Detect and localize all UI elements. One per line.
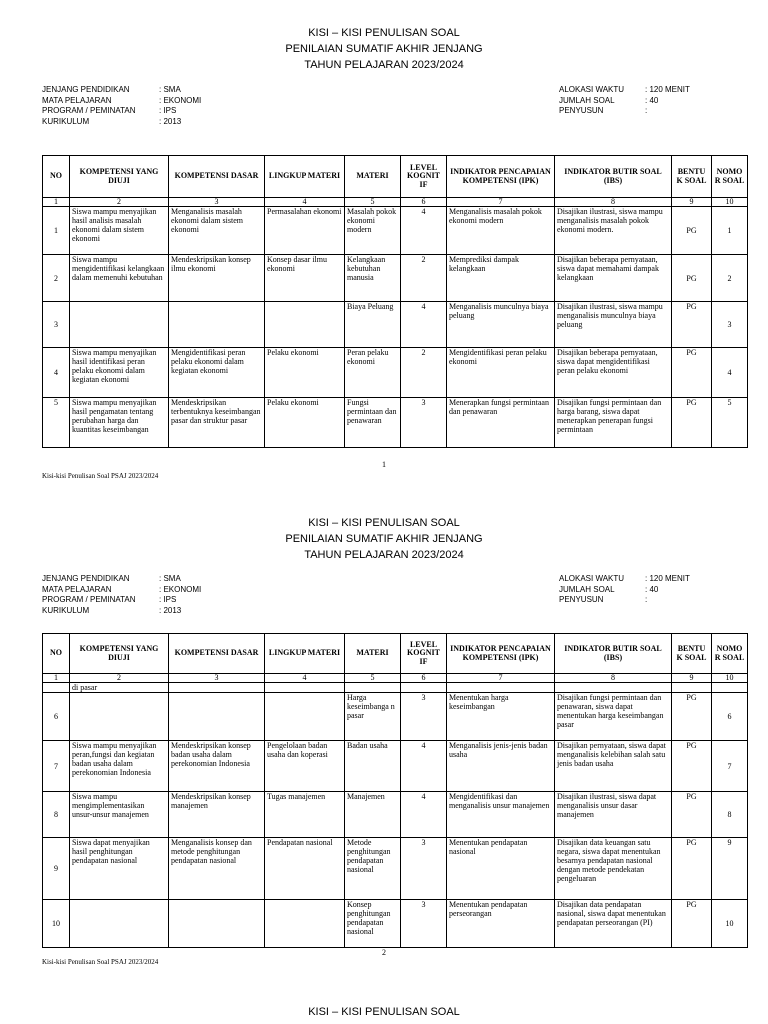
column-header: KOMPETENSI YANG DIUJI (70, 156, 169, 198)
column-number: 3 (169, 198, 265, 207)
meta-value: : 120 MENIT (645, 85, 690, 94)
column-header: INDIKATOR PENCAPAIAN KOMPETENSI (IPK) (447, 156, 555, 198)
column-number: 9 (672, 198, 712, 207)
column-header: LEVEL KOGNIT IF (401, 156, 447, 198)
column-number: 3 (169, 674, 265, 683)
cell-ipk: Menentukan pendapatan nasional (447, 838, 555, 900)
table-row (43, 741, 748, 792)
column-number: 6 (401, 674, 447, 683)
meta-right (559, 85, 690, 117)
column-header: NO (43, 634, 70, 674)
meta-key: KURIKULUM (42, 116, 90, 126)
meta-key: JENJANG PENDIDIKAN (42, 574, 130, 583)
cell-materi: Harga keseimbanga n pasar (345, 693, 401, 741)
meta-key: MATA PELAJARAN (42, 584, 112, 594)
document-subtitle: PENILAIAN SUMATIF AKHIR JENJANG (285, 43, 483, 55)
cell-lingkup: Konsep dasar ilmu ekonomi (265, 255, 345, 302)
meta-key: ALOKASI WAKTU (559, 574, 625, 583)
document-subtitle: PENILAIAN SUMATIF AKHIR JENJANG (285, 533, 483, 545)
column-number: 9 (672, 674, 712, 683)
cell-lingkup: Pelaku ekonomi (265, 348, 345, 398)
meta-key: KURIKULUM (42, 605, 90, 615)
cell-kd: Mendeskripsikan terbentuknya keseimbangan pasar dan struktur pasar (169, 398, 265, 448)
cell-materi: Kelangkaan kebutuhan manusia (345, 255, 401, 302)
cell-kompetensi (70, 900, 169, 948)
meta-value: : (645, 595, 648, 604)
column-number: 2 (70, 198, 169, 207)
cell-level: 4 (401, 792, 447, 838)
cell-lingkup (265, 693, 345, 741)
cell-kd (169, 900, 265, 948)
column-number: 8 (555, 198, 672, 207)
cell-kd: Mengidentifikasi peran pelaku ekonomi dalam kegiatan ekonomi (169, 348, 265, 398)
cell-nomor: 1 (712, 207, 748, 255)
document-page-3 (0, 1000, 768, 1024)
column-header: BENTU K SOAL (672, 156, 712, 198)
column-number: 7 (447, 198, 555, 207)
cell-ipk: Menganalisis munculnya biaya peluang (447, 302, 555, 348)
meta-key: PROGRAM / PEMINATAN (42, 106, 136, 115)
cell-lingkup (265, 900, 345, 948)
meta-value: : IPS (159, 595, 177, 604)
cell-nomor: 4 (712, 348, 748, 398)
cell-bentuk: PG (672, 207, 712, 255)
document-title: KISI – KISI PENULISAN SOAL (308, 1006, 460, 1018)
table-header-row (43, 634, 748, 674)
cell-materi: Metode penghitungan pendapatan nasional (345, 838, 401, 900)
cell-lingkup: Tugas manajemen (265, 792, 345, 838)
meta-value: : (645, 106, 648, 115)
cell-nomor: 10 (712, 900, 748, 948)
cell-materi: Masalah pokok ekonomi modern (345, 207, 401, 255)
cell-bentuk: PG (672, 741, 712, 792)
cell-materi: Biaya Peluang (345, 302, 401, 348)
cell-ipk: Memprediksi dampak kelangkaan (447, 255, 555, 302)
cell-bentuk: PG (672, 838, 712, 900)
cell-kompetensi: Siswa mampu mengimplementasikan unsur-unsur manajemen (70, 792, 169, 838)
cell-kompetensi (70, 693, 169, 741)
table-header-row (43, 156, 748, 198)
meta-key: ALOKASI WAKTU (559, 85, 625, 94)
cell-no: 5 (43, 398, 70, 448)
column-number-row (43, 198, 748, 207)
cell-level: 4 (401, 302, 447, 348)
cell-materi: Peran pelaku ekonomi (345, 348, 401, 398)
meta-key: JENJANG PENDIDIKAN (42, 85, 130, 94)
cell-level: 2 (401, 348, 447, 398)
cell-kd: Menganalisis masalah ekonomi dalam sistem ekonomi (169, 207, 265, 255)
column-header: NOMO R SOAL (712, 156, 748, 198)
cell-lingkup: Pengelolaan badan usaha dan koperasi (265, 741, 345, 792)
cell-materi: Badan usaha (345, 741, 401, 792)
document-year: TAHUN PELAJARAN 2023/2024 (304, 549, 464, 561)
meta-key: JUMLAH SOAL (559, 95, 615, 105)
cell-no: 4 (43, 348, 70, 398)
cell-level: 3 (401, 900, 447, 948)
cell-kompetensi: Siswa mampu mengidentifikasi kelangkaan dalam memenuhi kebutuhan (70, 255, 169, 302)
table-row (43, 255, 748, 302)
cell-bentuk (672, 683, 712, 693)
cell-kompetensi: Siswa mampu menyajikan hasil identifikasi peran pelaku ekonomi dalam kegiatan ekonomi (70, 348, 169, 398)
column-header: LEVEL KOGNIT IF (401, 634, 447, 674)
cell-level (401, 683, 447, 693)
cell-materi: Manajemen (345, 792, 401, 838)
meta-value: : 120 MENIT (645, 574, 690, 583)
cell-lingkup: Pelaku ekonomi (265, 398, 345, 448)
cell-ibs: Disajikan beberapa pernyataan, siswa dapat mengidentifikasi peran pelaku ekonomi (555, 348, 672, 398)
column-header: INDIKATOR PENCAPAIAN KOMPETENSI (IPK) (447, 634, 555, 674)
column-number: 5 (345, 198, 401, 207)
column-number: 4 (265, 674, 345, 683)
meta-value: : 2013 (159, 605, 182, 615)
cell-bentuk: PG (672, 693, 712, 741)
cell-level: 4 (401, 741, 447, 792)
meta-value: : SMA (159, 85, 181, 94)
cell-no: 3 (43, 302, 70, 348)
cell-bentuk: PG (672, 255, 712, 302)
table-row (43, 207, 748, 255)
column-number: 6 (401, 198, 447, 207)
cell-kompetensi: Siswa dapat menyajikan hasil penghitungan pendapatan nasional (70, 838, 169, 900)
meta-value: : 2013 (159, 116, 182, 126)
cell-nomor: 3 (712, 302, 748, 348)
cell-materi (345, 683, 401, 693)
cell-ibs: Disajikan ilustrasi, siswa dapat menganalisis unsur dasar manajemen (555, 792, 672, 838)
cell-ibs: Disajikan beberapa pernyataan, siswa dapat memahami dampak kelangkaan (555, 255, 672, 302)
cell-kompetensi: Siswa mampu menyajikan hasil pengamatan tentang perubahan harga dan kuantitas keseimbangan (70, 398, 169, 448)
column-header: NO (43, 156, 70, 198)
kisi-table (42, 633, 748, 948)
meta-key: PENYUSUN (559, 595, 604, 604)
table-row (43, 838, 748, 900)
cell-no: 6 (43, 693, 70, 741)
cell-ipk: Mengidentifikasi peran pelaku ekonomi (447, 348, 555, 398)
cell-ibs: Disajikan pernyataan, siswa dapat menganalisis kelebihan salah satu jenis badan usaha (555, 741, 672, 792)
cell-kd: Mendeskripsikan konsep badan usaha dalam perekonomian Indonesia (169, 741, 265, 792)
cell-bentuk: PG (672, 348, 712, 398)
document-page-2 (0, 500, 768, 1000)
cell-kd (169, 683, 265, 693)
column-header: MATERI (345, 156, 401, 198)
cell-kd (169, 693, 265, 741)
cell-no: 8 (43, 792, 70, 838)
page-footer: Kisi-kisi Penulisan Soal PSAJ 2023/2024 (42, 472, 159, 480)
meta-value: : 40 (645, 95, 659, 105)
cell-level: 4 (401, 207, 447, 255)
cell-ibs: Disajikan fungsi permintaan dan penawaran, siswa dapat menentukan harga keseimbangan pasar (555, 693, 672, 741)
cell-nomor: 7 (712, 741, 748, 792)
column-number: 1 (43, 674, 70, 683)
table-row (43, 693, 748, 741)
cell-kd (169, 302, 265, 348)
document-year: TAHUN PELAJARAN 2023/2024 (304, 59, 464, 71)
column-number: 10 (712, 198, 748, 207)
cell-no: 7 (43, 741, 70, 792)
cell-level: 3 (401, 838, 447, 900)
column-number: 8 (555, 674, 672, 683)
meta-right (559, 574, 690, 606)
cell-ibs: Disajikan data pendapatan nasional, siswa dapat menentukan pendapatan perseorangan (PI) (555, 900, 672, 948)
cell-kd: Menganalisis konsep dan metode penghitungan pendapatan nasional (169, 838, 265, 900)
document-title: KISI – KISI PENULISAN SOAL (308, 517, 460, 529)
cell-materi: Fungsi permintaan dan penawaran (345, 398, 401, 448)
cell-no: 1 (43, 207, 70, 255)
cell-kompetensi: Siswa mampu menyajikan peran,fungsi dan kegiatan badan usaha dalam perekonomian Indonesia (70, 741, 169, 792)
cell-ipk: Menerapkan fungsi permintaan dan penawaran (447, 398, 555, 448)
cell-lingkup: Permasalahan ekonomi (265, 207, 345, 255)
cell-bentuk: PG (672, 792, 712, 838)
cell-nomor: 9 (712, 838, 748, 900)
cell-ibs: Disajikan fungsi permintaan dan harga barang, siswa dapat menerapkan penerapan fungsi permintaan (555, 398, 672, 448)
table-row (43, 348, 748, 398)
cell-ipk: Menganalisis masalah pokok ekonomi modern (447, 207, 555, 255)
column-header: INDIKATOR BUTIR SOAL (IBS) (555, 634, 672, 674)
meta-left (42, 85, 201, 127)
document-title: KISI – KISI PENULISAN SOAL (308, 27, 460, 39)
meta-key: PROGRAM / PEMINATAN (42, 595, 136, 604)
meta-key: JUMLAH SOAL (559, 584, 615, 594)
cell-kd: Mendeskripsikan konsep ilmu ekonomi (169, 255, 265, 302)
cell-kompetensi (70, 302, 169, 348)
column-number-row (43, 674, 748, 683)
cell-ibs: Disajikan data keuangan satu negara, siswa dapat menentukan besarnya pendapatan nasional dengan metode pendekatan pengeluaran (555, 838, 672, 900)
cell-nomor: 6 (712, 693, 748, 741)
document-title-block (0, 515, 768, 563)
column-number: 2 (70, 674, 169, 683)
column-header: NOMO R SOAL (712, 634, 748, 674)
cell-ipk: Menentukan harga keseimbangan (447, 693, 555, 741)
column-header: KOMPETENSI YANG DIUJI (70, 634, 169, 674)
cell-nomor: 8 (712, 792, 748, 838)
table-row (43, 900, 748, 948)
column-header: KOMPETENSI DASAR (169, 156, 265, 198)
cell-ibs: Disajikan ilustrasi, siswa mampu menganalisis munculnya biaya peluang (555, 302, 672, 348)
cell-no: 10 (43, 900, 70, 948)
meta-value: : IPS (159, 106, 177, 115)
meta-value: : 40 (645, 584, 659, 594)
table-row (43, 398, 748, 448)
cell-ipk (447, 683, 555, 693)
table-row (43, 302, 748, 348)
cell-level: 3 (401, 398, 447, 448)
column-header: KOMPETENSI DASAR (169, 634, 265, 674)
cell-kd: Mendeskripsikan konsep manajemen (169, 792, 265, 838)
meta-value: : SMA (159, 574, 181, 583)
cell-ipk: Menganalisis jenis-jenis badan usaha (447, 741, 555, 792)
cell-lingkup (265, 683, 345, 693)
cell-nomor (712, 683, 748, 693)
cell-bentuk: PG (672, 398, 712, 448)
meta-value: : EKONOMI (159, 95, 202, 105)
column-number: 1 (43, 198, 70, 207)
kisi-table (42, 155, 748, 448)
cell-kompetensi: di pasar (70, 683, 169, 693)
cell-bentuk: PG (672, 302, 712, 348)
column-number: 5 (345, 674, 401, 683)
column-number: 7 (447, 674, 555, 683)
cell-level: 2 (401, 255, 447, 302)
column-header: BENTU K SOAL (672, 634, 712, 674)
table-row (43, 792, 748, 838)
meta-key: PENYUSUN (559, 106, 604, 115)
cell-nomor: 5 (712, 398, 748, 448)
cell-ipk: Menentukan pendapatan perseorangan (447, 900, 555, 948)
cell-no: 9 (43, 838, 70, 900)
meta-key: MATA PELAJARAN (42, 95, 112, 105)
cell-no (43, 683, 70, 693)
column-header: LINGKUP MATERI (265, 156, 345, 198)
cell-lingkup (265, 302, 345, 348)
page-footer: Kisi-kisi Penulisan Soal PSAJ 2023/2024 (42, 958, 159, 966)
cell-ipk: Mengidentifikasi dan menganalisis unsur manajemen (447, 792, 555, 838)
cell-ibs (555, 683, 672, 693)
column-header: INDIKATOR BUTIR SOAL (IBS) (555, 156, 672, 198)
column-header: LINGKUP MATERI (265, 634, 345, 674)
cell-nomor: 2 (712, 255, 748, 302)
cell-no: 2 (43, 255, 70, 302)
cell-ibs: Disajikan ilustrasi, siswa mampu menganalisis masalah pokok ekonomi modern. (555, 207, 672, 255)
column-number: 10 (712, 674, 748, 683)
cell-bentuk: PG (672, 900, 712, 948)
cell-kompetensi: Siswa mampu menyajikan hasil analisis masalah ekonomi dalam sistem ekonomi (70, 207, 169, 255)
document-title-block (0, 25, 768, 73)
page-number: 2 (382, 948, 386, 957)
document-page-1 (0, 0, 768, 500)
column-header: MATERI (345, 634, 401, 674)
column-number: 4 (265, 198, 345, 207)
cell-lingkup: Pendapatan nasional (265, 838, 345, 900)
meta-value: : EKONOMI (159, 584, 202, 594)
table-row (43, 683, 748, 693)
cell-materi: Konsep penghitungan pendapatan nasional (345, 900, 401, 948)
page-number: 1 (382, 460, 386, 469)
meta-left (42, 574, 201, 616)
cell-level: 3 (401, 693, 447, 741)
